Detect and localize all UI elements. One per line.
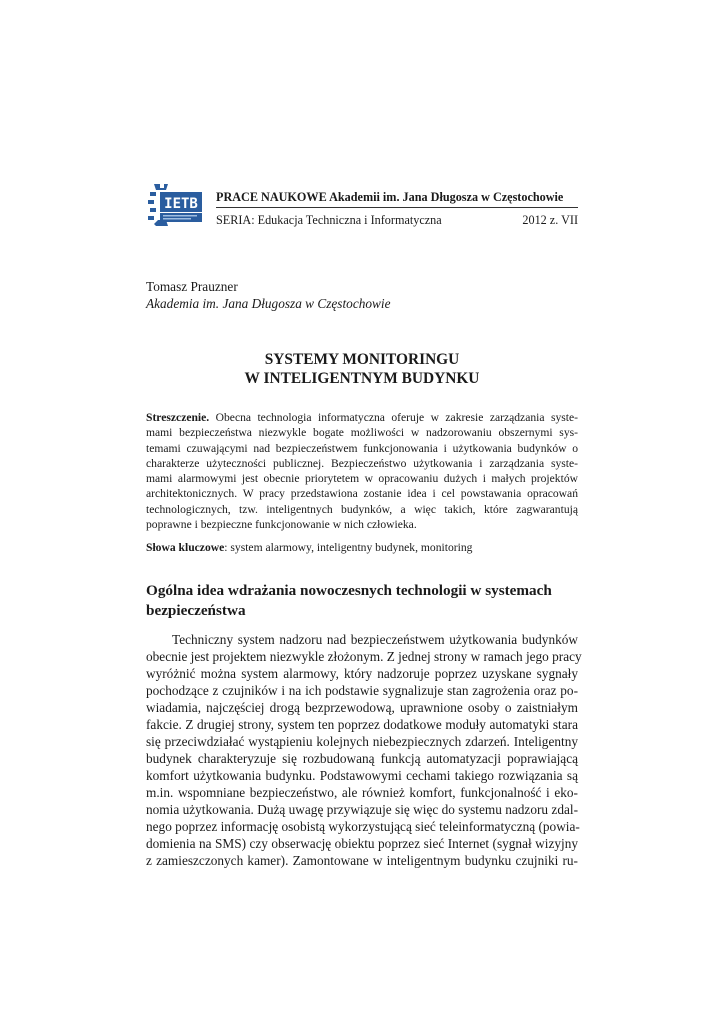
abstract-line: technologicznych, tzw. inteligentnych budynków, a więc takich, które zagwarantują [146, 502, 578, 516]
author-name: Tomasz Prauzner [146, 279, 238, 294]
logo-text: IETB [164, 196, 198, 212]
abstract-line: mami bezpieczeństwa niezwykle bogate możliwości w nadzorowaniu obszernymi sys- [146, 426, 578, 440]
section-heading-line-1: Ogólna idea wdrażania nowoczesnych technologii w systemach [146, 582, 552, 599]
series-line [216, 213, 578, 228]
keywords-text: : system alarmowy, inteligentny budynek, monitoring [224, 541, 473, 554]
abstract-line: architektonicznych. W pracy przedstawiona zostanie idea i cel powstawania opracowań [146, 487, 578, 501]
body-line: m.in. wspomniane bezpieczeństwo, ale również komfort, funkcjonalność i eko- [146, 785, 578, 800]
body-line: domienia na SMS) czy obserwację obiektu poprzez sieć Internet (sygnał wizyjny [146, 836, 578, 851]
abstract-line: charakterze użyteczności publicznej. Bezpieczeństwo użytkowania i zarządzania syste- [146, 456, 578, 470]
header-rule [216, 207, 578, 208]
author-affiliation: Akademia im. Jana Długosza w Częstochowie [146, 296, 391, 311]
article-title [146, 350, 578, 388]
body-line: budynek charakteryzuje się rozbudowaną funkcją automatyzacji poprawiającą [146, 751, 578, 766]
body-line: nego poprzez informację osobistą wykorzystującą sieć teleinformatyczną (powia- [146, 819, 580, 834]
body-line: z zamieszczonych kamer). Zamontowane w inteligentnym budynku czujniki ru- [146, 853, 578, 868]
body-line: komfort użytkowania budynku. Podstawowymi cechami takiego rozwiązania są [146, 768, 578, 783]
body-line: pochodzące z czujników i na ich podstawie sygnalizuje stan zagrożenia oraz po- [146, 683, 578, 698]
abstract-line: temami czuwającymi nad bezpieczeństwem funkcjonowania i użytkowania budynków o [146, 441, 578, 455]
keywords [146, 540, 578, 555]
body-line: wiadamia, najczęściej drogą bezprzewodową, uprawnione osoby o zaistniałym [146, 700, 578, 715]
series-name: SERIA: Edukacja Techniczna i Informatyczna [216, 213, 442, 227]
abstract-line: Obecna technologia informatyczna oferuje w zakresie zarządzania syste- [209, 411, 578, 424]
abstract [146, 410, 578, 532]
body-line: nomia użytkowania. Dużą uwagę przywiązuje się więc do systemu nadzoru zdal- [146, 802, 578, 817]
body-line: się przeciwdziałać wystąpieniu kolejnych niebezpiecznych zdarzeń. Inteligentny [146, 734, 578, 749]
section-heading-line-2: bezpieczeństwa [146, 601, 246, 619]
section-heading [146, 581, 578, 620]
journal-title: PRACE NAUKOWE Akademii im. Jana Długosza w Częstochowie [216, 190, 564, 204]
body-line: Techniczny system nadzoru nad bezpieczeństwem użytkowania budynków [172, 632, 578, 647]
body-line: wyróżnić można system alarmowy, który nadzoruje poprzez uzyskane sygnały [146, 666, 578, 681]
body-line: fakcie. Z drugiej strony, system ten poprzez dodatkowe moduły automatyki stara [146, 717, 578, 732]
body-paragraph [146, 631, 582, 869]
keywords-label: Słowa kluczowe [146, 541, 225, 554]
abstract-label: Streszczenie. [146, 411, 210, 424]
title-line-2: W INTELIGENTNYM BUDYNKU [244, 370, 480, 387]
title-line-1: SYSTEMY MONITORINGU [264, 351, 460, 368]
journal-logo [146, 180, 204, 230]
body-line: obecnie jest projektem niezwykle złożonym. Z jednej strony w ramach jego pracy [146, 649, 582, 664]
abstract-line: mami alarmowymi jest obecnie priorytetem w opracowaniu dużych i małych projektów [146, 472, 578, 486]
volume-label: 2012 z. VII [522, 213, 578, 227]
abstract-line: poprawne i bezpieczne funkcjonowanie w nich człowieka. [146, 518, 417, 532]
